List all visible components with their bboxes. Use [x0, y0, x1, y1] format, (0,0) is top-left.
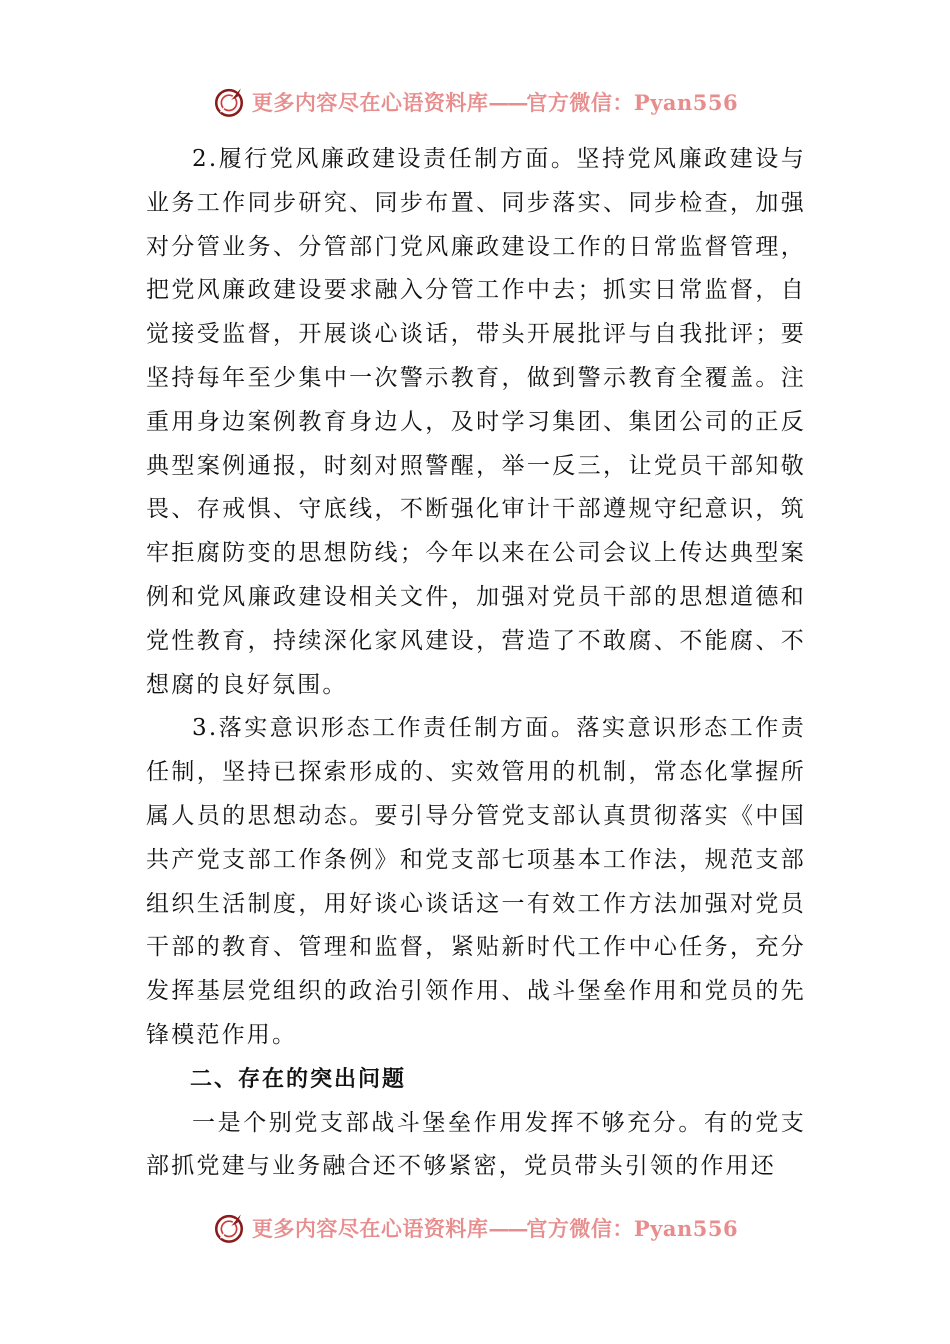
watermark-footer: [0, 1208, 950, 1248]
watermark-header-inner: [212, 85, 738, 119]
document-body: [146, 138, 806, 1189]
section-heading-problems: 二、存在的突出问题: [190, 1066, 407, 1092]
paragraph-party-conduct: 2.履行党风廉政建设责任制方面。坚持党风廉政建设与业务工作同步研究、同步布置、同步落实、同步检查，加强对分管业务、分管部门党风廉政建设工作的日常监督管理，把党风廉政建设要求融入分管工作中去；抓实日常监督，自觉接受监督，开展谈心谈话，带头开展批评与自我批评；要坚持每年至少集中一次警示教育，做到警示教育全覆盖。注重用身边案例教育身边人，及时学习集团、集团公司的正反典型案例通报，时刻对照警醒，举一反三，让党员干部知敬畏、存戒惧、守底线，不断强化审计干部遵规守纪意识，筑牢拒腐防变的思想防线；今年以来在公司会议上传达典型案例和党风廉政建设相关文件，加强对党员干部的思想道德和党性教育，持续深化家风建设，营造了不敢腐、不能腐、不想腐的良好氛围。: [146, 146, 806, 698]
quill-logo-icon: [212, 85, 246, 119]
paragraph-ideology: 3.落实意识形态工作责任制方面。落实意识形态工作责任制，坚持已探索形成的、实效管用的机制，常态化掌握所属人员的思想动态。要引导分管党支部认真贯彻落实《中国共产党支部工作条例》和党支部七项基本工作法，规范支部组织生活制度，用好谈心谈话这一有效工作方法加强对党员干部的教育、管理和监督，紧贴新时代工作中心任务，充分发挥基层党组织的政治引领作用、战斗堡垒作用和党员的先锋模范作用。: [146, 715, 806, 1048]
watermark-text: 更多内容尽在心语资料库——官方微信：Pyan556: [251, 1216, 739, 1241]
paragraph-problem-one: 一是个别党支部战斗堡垒作用发挥不够充分。有的党支部抓党建与业务融合还不够紧密，党员带头引领的作用还: [146, 1109, 806, 1180]
watermark-text: 更多内容尽在心语资料库——官方微信：Pyan556: [251, 90, 739, 115]
watermark-header: [0, 82, 950, 122]
watermark-footer-inner: [212, 1211, 738, 1245]
quill-logo-icon: [212, 1211, 246, 1245]
